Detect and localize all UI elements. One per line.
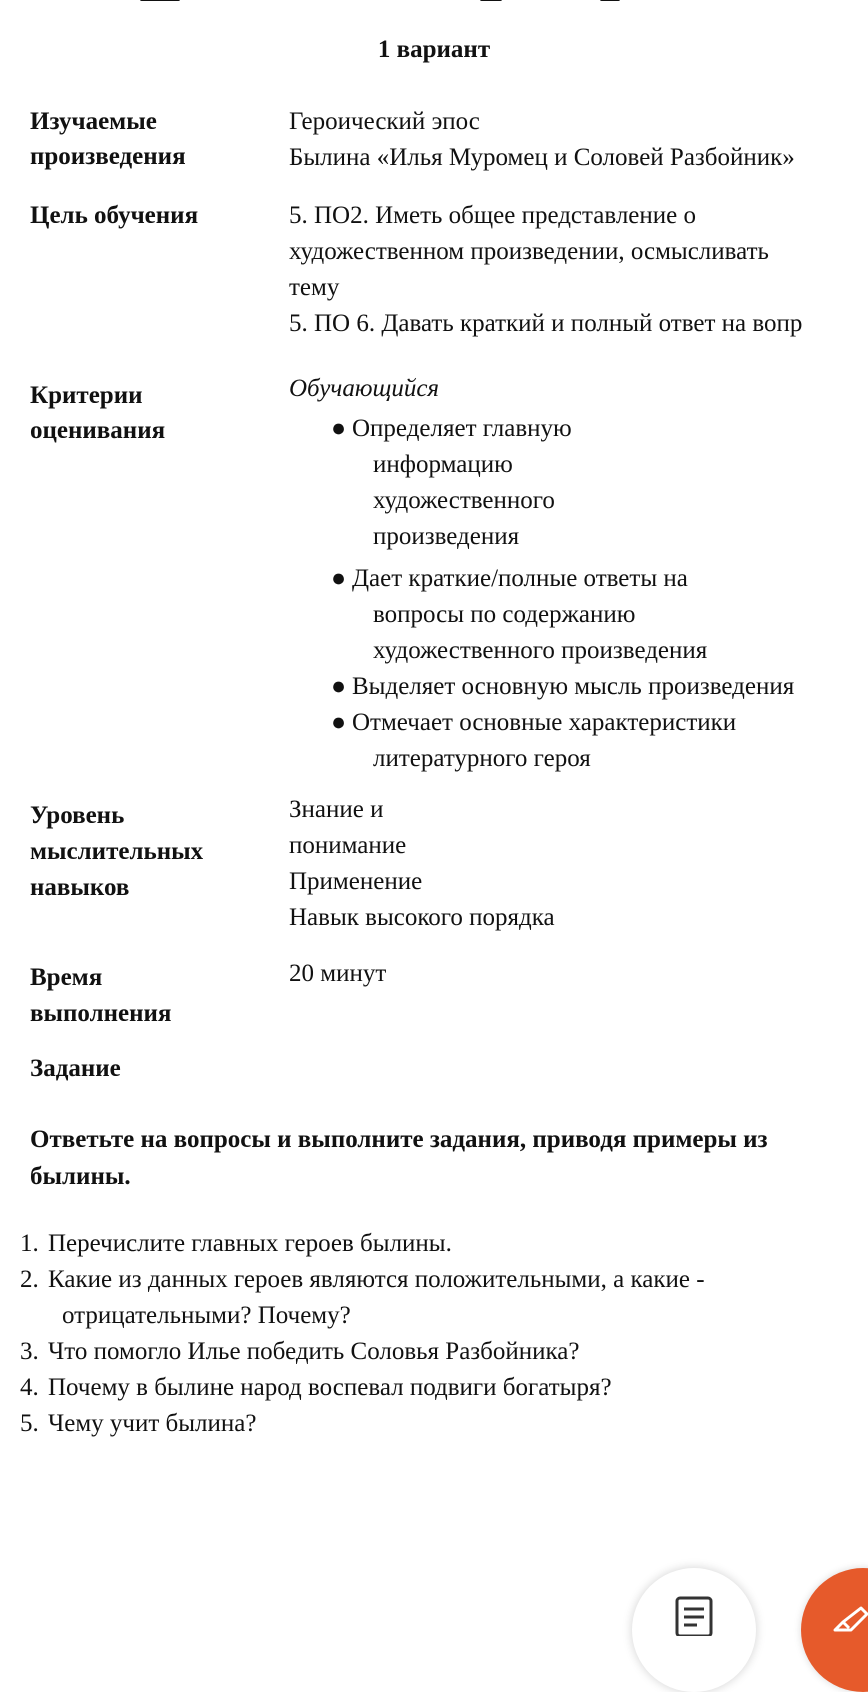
list-item <box>289 669 868 705</box>
document-button[interactable] <box>632 1568 756 1692</box>
criteria-intro: Обучающийся <box>289 375 440 402</box>
bullet-icon: ● <box>331 415 347 442</box>
question-text: отрицательными? Почему? <box>62 1302 351 1329</box>
row-goal-label: Цель обучения <box>30 202 199 229</box>
answer-button[interactable] <box>801 1568 868 1692</box>
value-line: тему <box>289 274 340 301</box>
label-line: Изучаемые <box>30 108 157 135</box>
value-line: Знание и <box>289 796 384 823</box>
row-skills-label <box>30 798 289 936</box>
question-text: Перечислите главных героев былины. <box>48 1230 452 1257</box>
question-text: Какие из данных героев являются положительными, а какие - <box>48 1266 705 1293</box>
row-works-label <box>30 104 289 176</box>
question-number: 2. <box>20 1266 39 1293</box>
bullet-icon: ● <box>331 673 347 700</box>
value-line: Былина «Илья Муромец и Соловей Разбойник» <box>289 144 795 171</box>
criteria-list <box>289 411 868 777</box>
variant-title: 1 вариант <box>377 36 491 63</box>
criteria-line: произведения <box>373 523 520 550</box>
cropped-text-line <box>130 0 650 4</box>
list-item <box>20 1406 868 1442</box>
label-line: оценивания <box>30 417 166 444</box>
row-criteria <box>30 377 868 777</box>
list-item <box>289 561 868 669</box>
question-number: 3. <box>20 1338 39 1365</box>
task-intro <box>30 1121 868 1195</box>
label-line: выполнения <box>30 1000 172 1027</box>
question-number: 5. <box>20 1410 39 1437</box>
label-line: навыков <box>30 874 130 901</box>
row-goal-value <box>289 198 868 342</box>
list-item <box>20 1370 868 1406</box>
row-skills-value <box>289 792 868 936</box>
list-item <box>20 1262 868 1334</box>
task-heading: Задание <box>30 1055 121 1082</box>
row-time-value <box>289 956 868 1032</box>
pencil-icon <box>831 1604 868 1634</box>
label-line: произведения <box>30 143 186 170</box>
list-item <box>289 705 868 777</box>
question-number: 1. <box>20 1230 39 1257</box>
task-intro-line: Ответьте на вопросы и выполните задания, приводя примеры из <box>30 1126 768 1153</box>
question-number: 4. <box>20 1374 39 1401</box>
criteria-line: вопросы по содержанию <box>373 601 636 628</box>
bullet-icon: ● <box>331 565 347 592</box>
row-goal <box>30 198 868 342</box>
label-line: Критерии <box>30 382 143 409</box>
row-criteria-label <box>30 377 289 777</box>
question-text: Почему в былине народ воспевал подвиги богатыря? <box>48 1374 612 1401</box>
question-text: Что помогло Илье победить Соловья Разбойника? <box>48 1338 580 1365</box>
value-line: художественном произведении, осмысливать <box>289 238 769 265</box>
label-line: мыслительных <box>30 838 204 865</box>
bullet-icon: ● <box>331 709 347 736</box>
task-intro-line: былины. <box>30 1163 131 1190</box>
label-line: Время <box>30 964 103 991</box>
value-line: 5. ПО 6. Давать краткий и полный ответ на вопр <box>289 310 803 337</box>
value-line: Навык высокого порядка <box>289 904 555 931</box>
list-item <box>20 1334 868 1370</box>
label-line: Уровень <box>30 802 125 829</box>
value-line: 20 минут <box>289 960 387 987</box>
questions-list <box>20 1226 868 1442</box>
criteria-line: Отмечает основные характеристики <box>352 709 737 736</box>
value-line: 5. ПО2. Иметь общее представление о <box>289 202 697 229</box>
criteria-line: художественного произведения <box>373 637 708 664</box>
criteria-line: Выделяет основную мысль произведения <box>352 673 795 700</box>
row-criteria-value <box>289 377 868 777</box>
criteria-line: Определяет главную <box>352 415 572 442</box>
document-icon <box>675 1596 713 1636</box>
value-line: Применение <box>289 868 423 895</box>
criteria-line: художественного <box>373 487 555 514</box>
criteria-line: литературного героя <box>373 745 591 772</box>
row-time-label <box>30 960 289 1032</box>
row-works <box>30 104 868 176</box>
list-item <box>20 1226 868 1262</box>
criteria-line: информацию <box>373 451 513 478</box>
row-time <box>30 960 868 1032</box>
row-works-value <box>289 104 868 176</box>
criteria-line: Дает краткие/полные ответы на <box>352 565 688 592</box>
list-item <box>289 411 868 555</box>
row-skills <box>30 798 868 936</box>
value-line: понимание <box>289 832 407 859</box>
question-text: Чему учит былина? <box>48 1410 257 1437</box>
value-line: Героический эпос <box>289 108 480 135</box>
